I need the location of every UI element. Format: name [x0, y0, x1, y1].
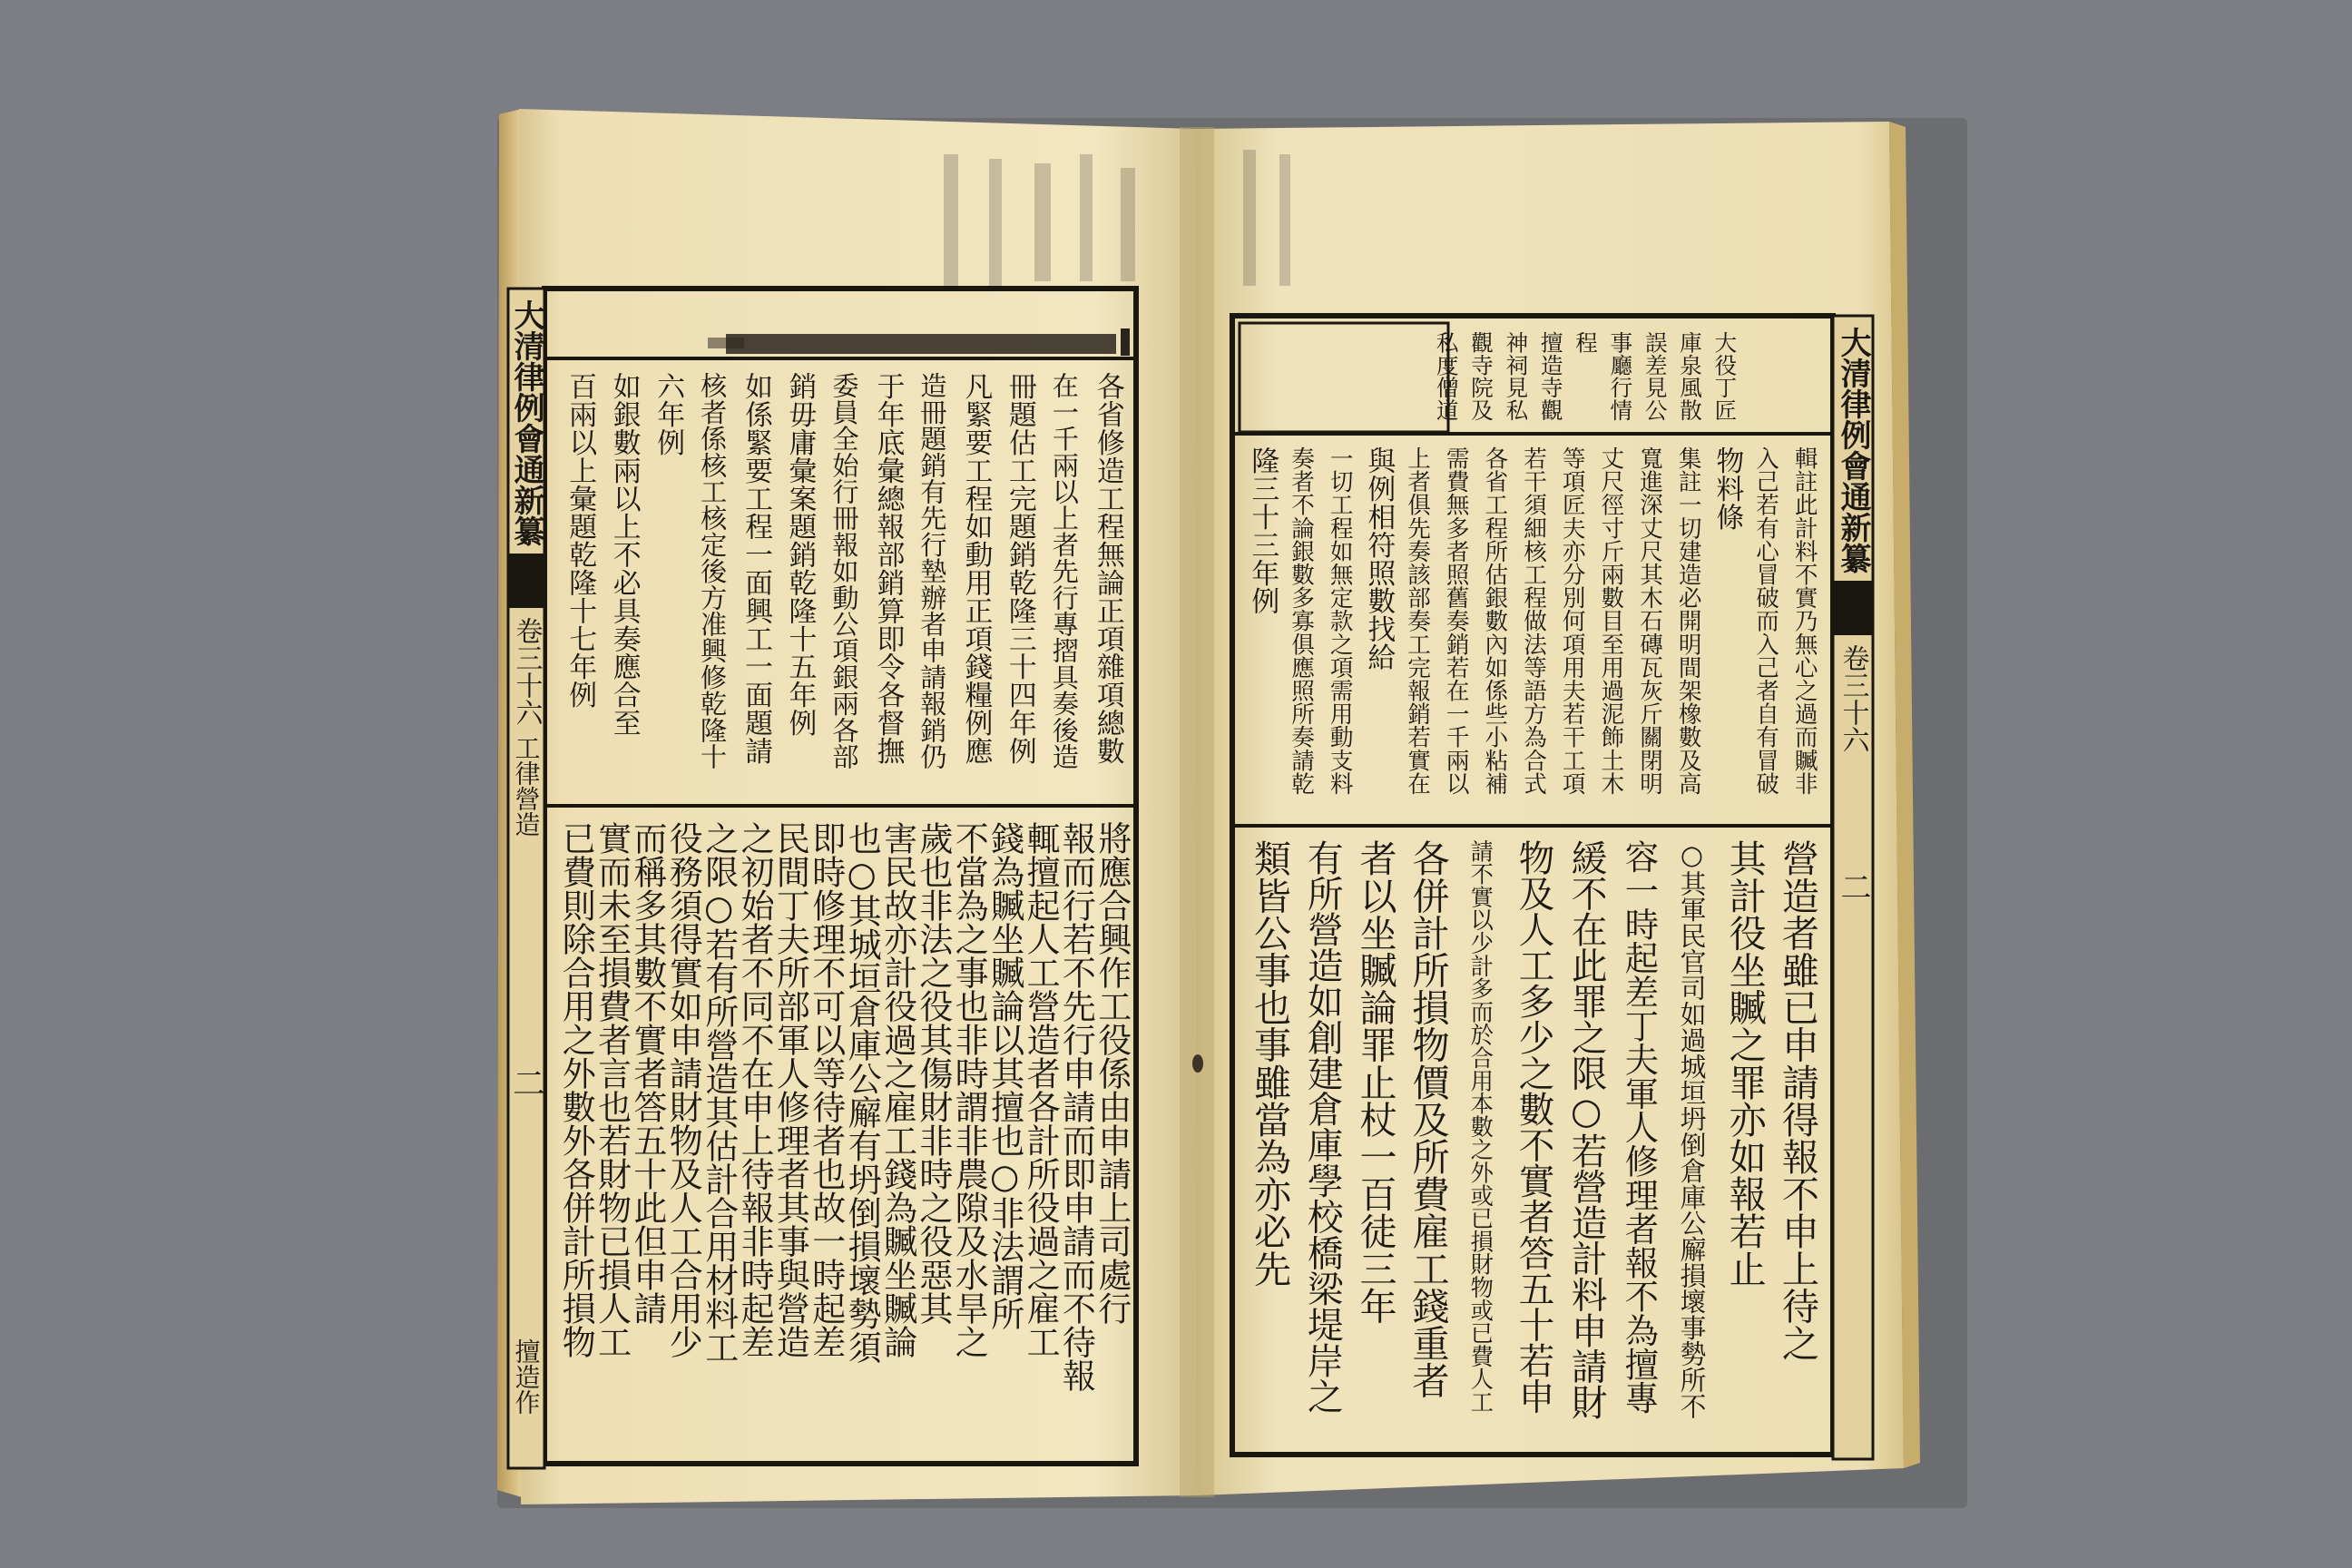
left-lower-text	[556, 821, 1132, 1392]
text-column: 營造者雖已申請得報不申上待之	[1775, 839, 1819, 1362]
text-column: 實而未至損費者言也若財物已損人工	[592, 821, 632, 1358]
text-column: 奏者不論銀數多寡俱應照所奏請乾	[1288, 446, 1315, 795]
text-column: 役務須得實如申請財物及人工合用少	[663, 821, 703, 1358]
text-column: 歲也非法之役其傷財非時之役惡其	[913, 821, 953, 1325]
text-column: 各省修造工程無論正項雜項總數	[1091, 372, 1124, 765]
text-column: 上者俱先奏該部奏工完報銷若實在	[1404, 446, 1431, 795]
header-box-column: 誤差見公	[1642, 331, 1669, 421]
text-column: 與例相符照數找給	[1362, 446, 1396, 671]
header-box-column: 大役丁匠	[1711, 331, 1739, 421]
text-column: 凡緊要工程如動用正項錢糧例應	[959, 372, 993, 765]
right-margin-volume: 卷三十六	[1837, 644, 1869, 753]
header-box-column: 庫泉風散	[1677, 331, 1703, 421]
text-column: 委員全始行冊報如動公項銀兩各部	[828, 372, 859, 769]
text-column: 如係緊要工程一面興工一面題請	[740, 372, 773, 765]
text-column: 寬進深丈尺其木石磚瓦灰斤關閉明	[1636, 446, 1663, 795]
right-margin-title: 大清律例會通新纂	[1835, 327, 1871, 573]
header-box-column: 擅造寺觀	[1537, 331, 1564, 421]
text-column: 造冊題銷有先行墊辦者申請報銷仍	[916, 372, 947, 769]
gutter-shadow	[1180, 127, 1214, 1497]
binding-hole	[1192, 1054, 1203, 1073]
text-column: 各併計所損物價及所費雇工錢重者	[1406, 839, 1450, 1399]
left-margin-title: 大清律例會通新纂	[508, 299, 544, 546]
text-column: 若干須細核工程做法等語方為合式	[1520, 446, 1547, 795]
text-column: 需費無多者照舊奏銷若在一千兩以	[1442, 446, 1470, 795]
header-box-column: 事廳行情	[1607, 331, 1634, 421]
text-column: 請不實以少計多而於合用本數之外或已損財物或已費人工	[1467, 839, 1494, 1414]
text-column: 報而行若不先行申請而即申請而不待報	[1056, 821, 1096, 1392]
text-column: 集註一切建造必開明間架橡數及高	[1674, 446, 1702, 795]
text-column: 百兩以上彙題乾隆十七年例	[564, 372, 597, 709]
right-margin-folio: 二	[1835, 871, 1871, 902]
text-column: 在一千兩以上者先行專摺具奏後造	[1048, 372, 1080, 769]
text-column: 也○其城垣倉庫公廨有坍倒損壞勢須	[842, 821, 882, 1364]
text-column: 丈尺徑寸斤兩數目至用過泥飾土木	[1597, 446, 1625, 795]
text-column: 冊題估工完題銷乾隆三十四年例	[1003, 372, 1036, 765]
text-column: 物及人工多少之數不實者答五十若申	[1513, 839, 1554, 1415]
text-column: 不當為之事也非時謂非農隙及水旱之	[949, 821, 989, 1358]
text-column: 入己若有心冒破而入己者自有冒破	[1752, 446, 1779, 795]
text-column: 即時修理不可以等待者也故一時起差	[806, 821, 846, 1358]
text-column: 者以坐贓論罪止杖一百徒三年	[1353, 839, 1397, 1325]
text-column: 之限○若有所營造其估計合用材料工	[699, 821, 739, 1364]
header-box-column: 私度僧道	[1433, 331, 1460, 421]
text-column: ○其軍民官司如過城垣坍倒倉庫公廨損壞事勢所不	[1676, 839, 1708, 1419]
text-column: 輒擅起人工營造者各計所役過之雇工	[1021, 821, 1061, 1358]
text-column: 等項匠夫亦分別何項用夫若干工項	[1558, 446, 1586, 795]
header-box-column: 觀寺院及	[1468, 331, 1494, 421]
header-box-column: 神祠見私	[1503, 331, 1530, 421]
text-column: 錢為贓坐贓論以其擅也○非法謂所	[985, 821, 1024, 1330]
text-column: 輯註此計料不實乃無心之過而贓非	[1790, 446, 1818, 795]
text-column: 已費則除合用之外數外各併計所損物	[556, 821, 596, 1358]
text-column: 有所營造如創建倉庫學校橋梁堤岸之	[1301, 839, 1344, 1415]
header-box-column: 程	[1573, 331, 1599, 354]
left-margin-section: 工律營造	[511, 735, 542, 837]
text-column: 六年例	[652, 372, 685, 456]
text-column: 核者係核工核定後方准興修乾隆十	[696, 372, 728, 769]
left-margin-bottom: 擅造作	[511, 1338, 542, 1415]
text-column: 其計役坐贓之罪亦如報若止	[1722, 839, 1767, 1288]
text-column: 一切工程如無定款之項需用動支料	[1326, 446, 1354, 795]
text-column: 如銀數兩以上不必具奏應合至	[607, 372, 641, 737]
text-column: 民間丁夫所部軍人修理者其事與營造	[770, 821, 810, 1358]
left-margin-folio: 二	[507, 1066, 545, 1099]
text-column: 而稱多其數不實者答五十此但申請	[627, 821, 667, 1325]
text-column: 物料條	[1710, 446, 1744, 531]
text-column: 害民故亦計役過之雇工錢為贓坐贓論	[877, 821, 917, 1358]
text-column: 隆三十三年例	[1246, 446, 1279, 615]
text-column: 緩不在此罪之限○若營造計料申請財	[1565, 839, 1608, 1420]
text-column: 容一時起差丁夫軍人修理者報不為擅專	[1619, 839, 1660, 1416]
text-column: 各省工程所估銀數內如係些小粘補	[1481, 446, 1509, 795]
text-column: 于年底彙總報部銷算即令各督撫	[871, 372, 905, 765]
text-column: 銷毋庸彙案題銷乾隆十五年例	[783, 372, 817, 737]
text-column: 之初始者不同不在申上待報非時起差	[735, 821, 775, 1358]
left-margin-volume: 卷三十六	[510, 617, 543, 726]
text-column: 將應合興作工役係由申請上司處行	[1092, 821, 1132, 1325]
text-column: 類皆公事也事雖當為亦必先	[1248, 839, 1292, 1288]
